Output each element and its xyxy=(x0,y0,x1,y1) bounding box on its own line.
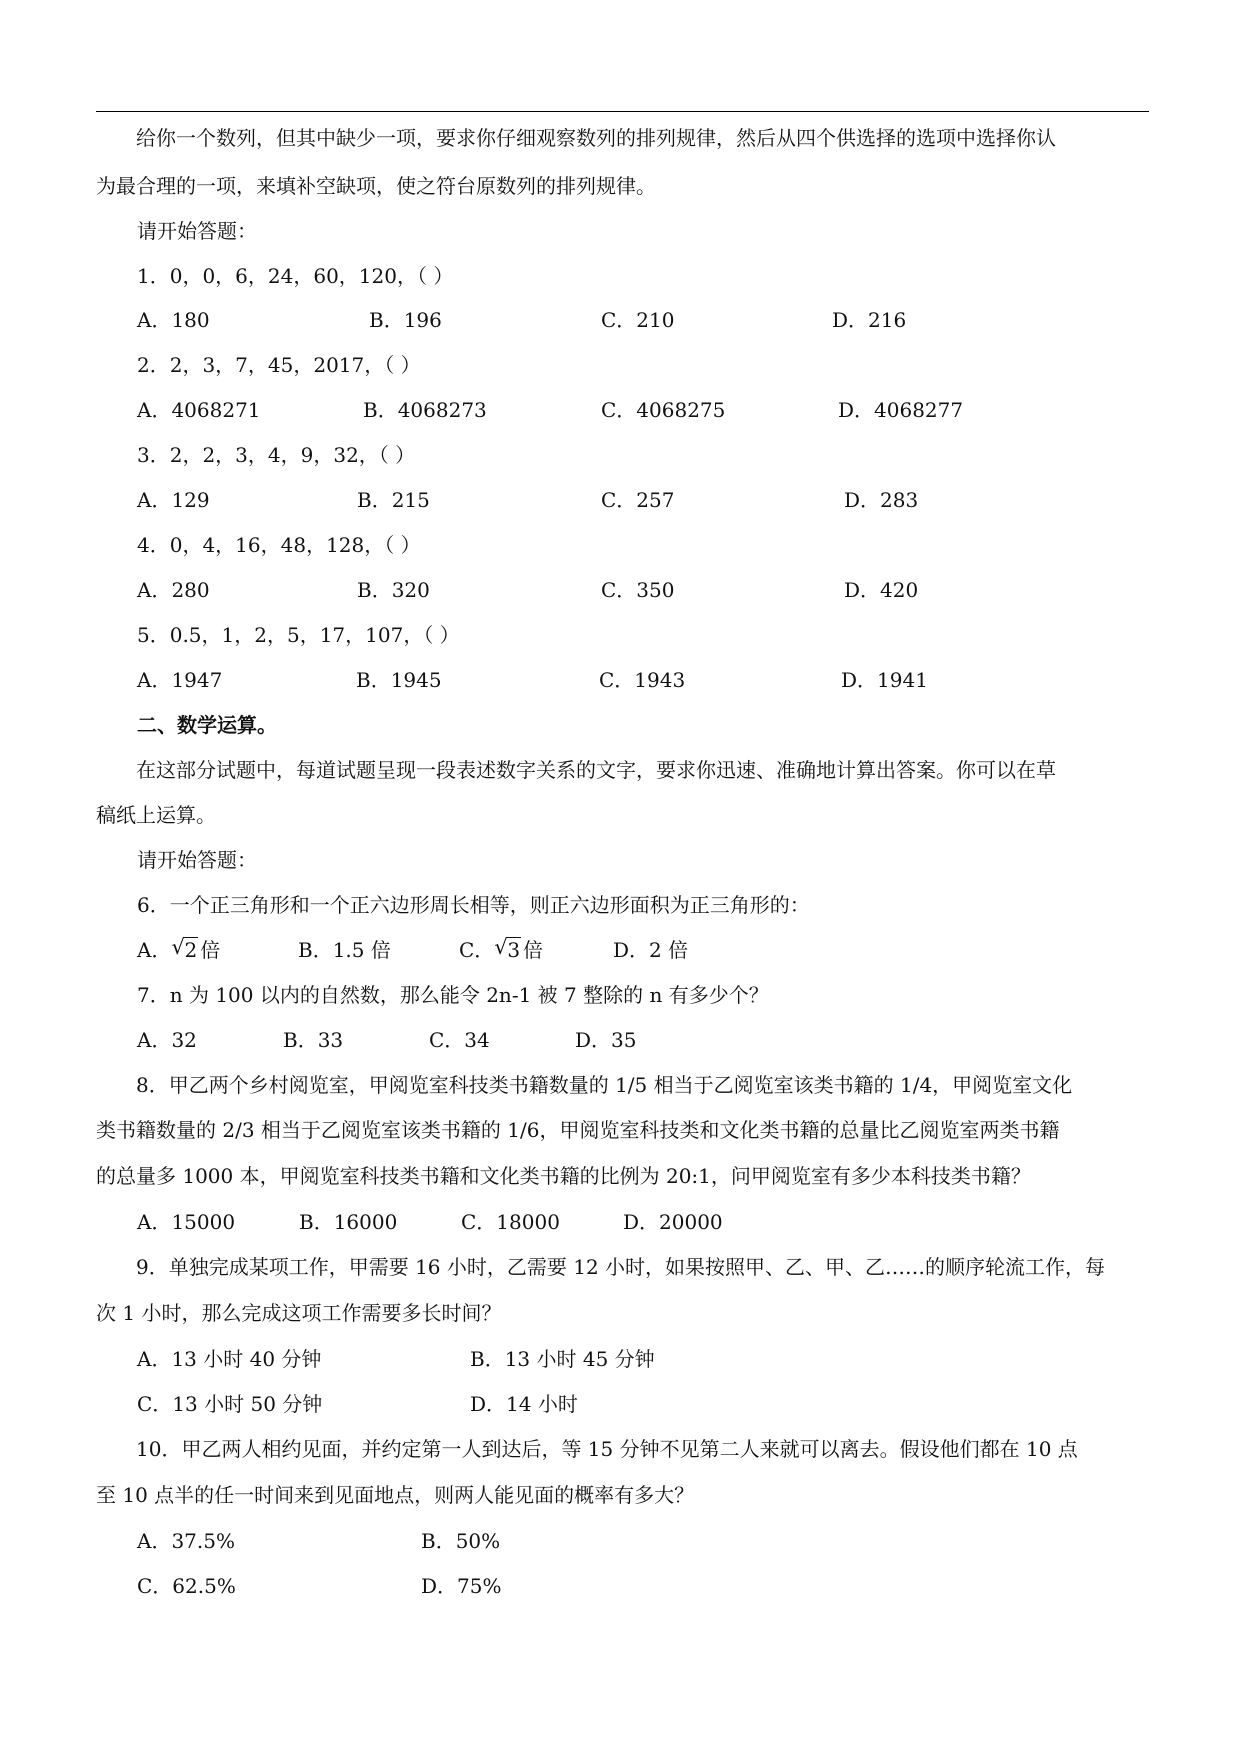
question-7-option-d: D．35 xyxy=(575,1028,637,1052)
section2-start-prompt: 请开始答题： xyxy=(137,848,257,872)
question-9-option-c: C．13 小时 50 分钟 xyxy=(137,1392,323,1416)
question-10-option-a: A．37.5% xyxy=(137,1529,235,1553)
question-5-option-d: D．1941 xyxy=(841,668,928,692)
question-4-stem: 4．0，4，16，48，128，（ ） xyxy=(137,533,421,557)
question-6-option-c-label: C． xyxy=(459,938,495,962)
question-5-stem: 5．0.5，1，2，5，17，107，（ ） xyxy=(137,623,460,647)
question-5-option-c: C．1943 xyxy=(599,668,686,692)
question-2-option-d: D．4068277 xyxy=(838,398,964,422)
question-4-option-a: A．280 xyxy=(137,578,210,602)
question-6-option-b: B．1.5 倍 xyxy=(298,938,391,962)
question-6-option-a-radicand: 2 xyxy=(184,938,198,962)
question-6-option-c-radicand: 3 xyxy=(507,938,521,962)
question-3-option-c: C．257 xyxy=(601,488,675,512)
question-2-option-b: B．4068273 xyxy=(363,398,487,422)
question-8-option-d: D．20000 xyxy=(623,1210,723,1234)
question-7-option-b: B．33 xyxy=(283,1028,344,1052)
question-8-option-a: A．15000 xyxy=(137,1210,236,1234)
question-7-option-c: C．34 xyxy=(429,1028,490,1052)
section1-start-prompt: 请开始答题： xyxy=(137,219,257,243)
question-9-stem-line-1: 9．单独完成某项工作，甲需要 16 小时，乙需要 12 小时，如果按照甲、乙、甲、乙……的顺序轮流工作，每 xyxy=(136,1255,1106,1279)
question-10-option-d: D．75% xyxy=(421,1574,502,1598)
question-3-option-b: B．215 xyxy=(357,488,430,512)
section2-heading: 二、数学运算。 xyxy=(137,713,277,737)
question-6-option-a xyxy=(137,936,220,964)
question-2-stem: 2．2，3，7，45，2017，（ ） xyxy=(137,353,421,377)
question-6-option-c xyxy=(459,936,543,964)
question-5-option-b: B．1945 xyxy=(356,668,442,692)
question-3-option-d: D．283 xyxy=(844,488,919,512)
question-6-option-a-suffix: 倍 xyxy=(200,938,221,962)
question-7-stem: 7．n 为 100 以内的自然数，那么能令 2n-1 被 7 整除的 n 有多少个？ xyxy=(137,983,769,1007)
question-8-option-b: B．16000 xyxy=(299,1210,398,1234)
question-9-option-b: B．13 小时 45 分钟 xyxy=(470,1347,655,1371)
question-1-option-d: D．216 xyxy=(832,308,907,332)
question-8-stem-line-1: 8．甲乙两个乡村阅览室，甲阅览室科技类书籍数量的 1/5 相当于乙阅览室该类书籍的 1/4，甲阅览室文化 xyxy=(136,1073,1073,1097)
question-1-option-c: C．210 xyxy=(601,308,675,332)
section2-intro-line-2: 稿纸上运算。 xyxy=(96,803,216,827)
question-6-option-d: D．2 倍 xyxy=(613,938,689,962)
question-6-option-a-label: A． xyxy=(137,938,172,962)
question-1-option-b: B．196 xyxy=(369,308,442,332)
sqrt-symbol: √ 3 xyxy=(494,935,521,962)
question-6-stem: 6．一个正三角形和一个正六边形周长相等，则正六边形面积为正三角形的： xyxy=(137,893,810,917)
question-9-option-d: D．14 小时 xyxy=(470,1392,578,1416)
section2-intro-line-1: 在这部分试题中，每道试题呈现一段表述数字关系的文字，要求你迅速、准确地计算出答案。你可以在草 xyxy=(136,758,1056,782)
header-rule xyxy=(96,111,1149,112)
question-9-stem-line-2: 次 1 小时，那么完成这项工作需要多长时间？ xyxy=(96,1301,502,1325)
question-10-option-b: B．50% xyxy=(421,1529,501,1553)
question-8-stem-line-2: 类书籍数量的 2/3 相当于乙阅览室该类书籍的 1/6，甲阅览室科技类和文化类书籍的总量比乙阅览室两类书籍 xyxy=(96,1118,1060,1142)
question-2-option-c: C．4068275 xyxy=(601,398,726,422)
question-5-option-a: A．1947 xyxy=(137,668,223,692)
question-4-option-d: D．420 xyxy=(844,578,919,602)
question-3-stem: 3．2，2，3，4，9，32，（ ） xyxy=(137,443,416,467)
question-6-option-c-suffix: 倍 xyxy=(523,938,544,962)
question-1-option-a: A．180 xyxy=(137,308,210,332)
question-8-stem-line-3: 的总量多 1000 本，甲阅览室科技类书籍和文化类书籍的比例为 20:1，问甲阅览室有多少本科技类书籍？ xyxy=(96,1164,1031,1188)
question-10-stem-line-1: 10．甲乙两人相约见面，并约定第一人到达后，等 15 分钟不见第二人来就可以离去。假设他们都在 10 点 xyxy=(136,1437,1078,1461)
question-8-option-c: C．18000 xyxy=(461,1210,560,1234)
question-10-stem-line-2: 至 10 点半的任一时间来到见面地点，则两人能见面的概率有多大？ xyxy=(96,1483,695,1507)
question-1-stem: 1．0，0，6，24，60，120，（ ） xyxy=(137,264,454,288)
question-4-option-c: C．350 xyxy=(601,578,675,602)
question-10-option-c: C．62.5% xyxy=(137,1574,236,1598)
section1-intro-line-2: 为最合理的一项，来填补空缺项，使之符台原数列的排列规律。 xyxy=(96,174,656,198)
question-4-option-b: B．320 xyxy=(357,578,430,602)
question-7-option-a: A．32 xyxy=(137,1028,197,1052)
question-9-option-a: A．13 小时 40 分钟 xyxy=(137,1347,322,1371)
question-3-option-a: A．129 xyxy=(137,488,210,512)
sqrt-symbol: √ 2 xyxy=(171,935,198,962)
section1-intro-line-1: 给你一个数列，但其中缺少一项，要求你仔细观察数列的排列规律，然后从四个供选择的选项中选择你认 xyxy=(136,126,1056,150)
question-2-option-a: A．4068271 xyxy=(137,398,261,422)
